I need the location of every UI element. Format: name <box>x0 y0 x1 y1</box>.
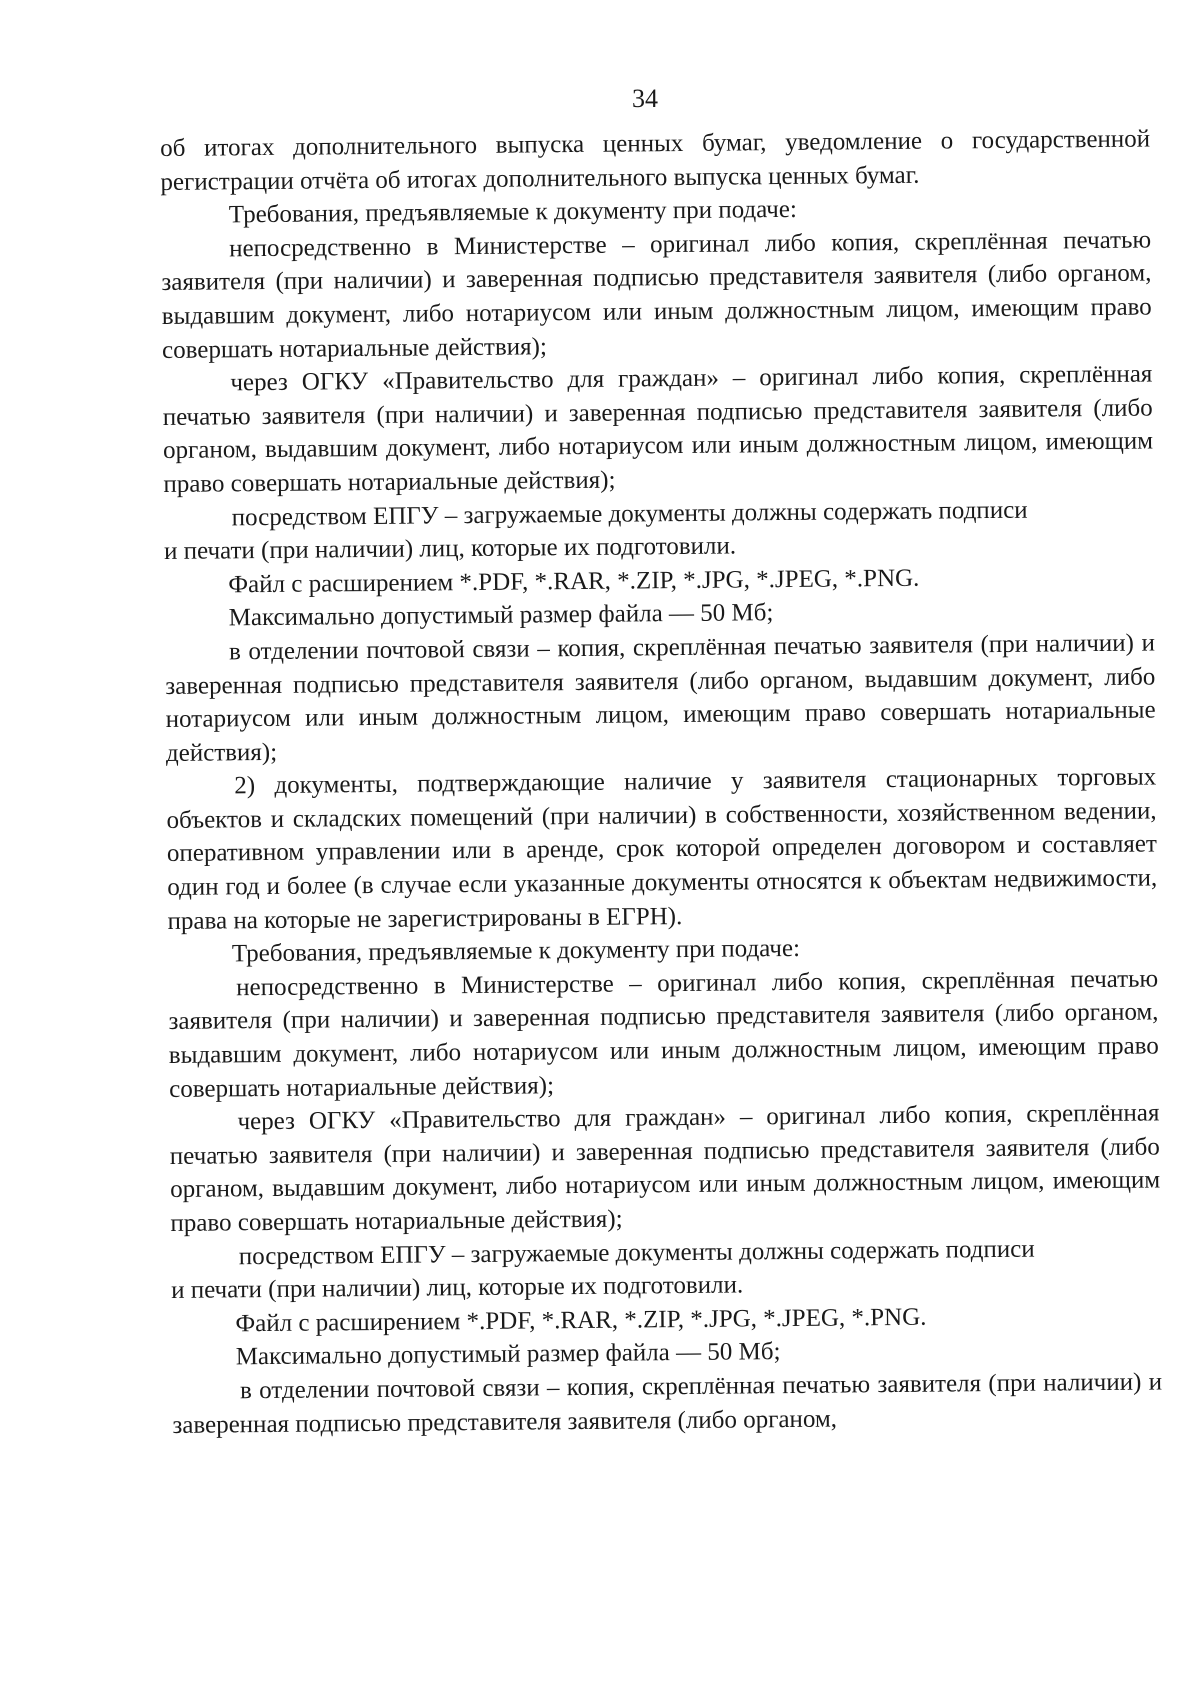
paragraph-ogku-2: через ОГКУ «Правительство для граждан» – оригинал либо копия, скреплённая печатью заявителя (при наличии) и заверенная подписью представителя заявителя (либо органом, выдавшим документ, либо нотариусом или иным должностным лицом, имеющим право совершать нотариальные действия); <box>169 1099 1161 1237</box>
paragraph-ministry: непосредственно в Министерстве – оригинал либо копия, скреплённая печатью заявителя (при наличии) и заверенная подписью представителя заявителя (либо органом, выдавшим документ, либо нотариусом или иным должностным лицом, имеющим право совершать нотариальные действия); <box>161 226 1152 364</box>
paragraph-item-2: 2) документы, подтверждающие наличие у заявителя стационарных торговых объектов и складских помещений (при наличии) в собственности, хозяйственном ведении, оперативном управлении или в аренде, срок которой определен договором и составляет один год и более (в случае если указанные документы относятся к объектам недвижимости, права на которые не зарегистрированы в ЕГРН). <box>166 763 1158 935</box>
paragraph-epgu-2: посредством ЕПГУ – загружаемые документы должны содержать подписи <box>238 1235 1035 1270</box>
paragraph-file-size: Максимально допустимый размер файла — 50 Мб; <box>228 599 774 632</box>
paragraph-ogku: через ОГКУ «Правительство для граждан» – оригинал либо копия, скреплённая печатью заявителя (при наличии) и заверенная подписью представителя заявителя (либо органом, выдавшим документ, либо нотариусом или иным должностным лицом, имеющим право совершать нотариальные действия); <box>162 360 1154 498</box>
page-number: 34 <box>632 84 658 113</box>
paragraph-epgu: посредством ЕПГУ – загружаемые документы должны содержать подписи <box>231 496 1028 531</box>
paragraph-ministry-2: непосредственно в Министерстве – оригинал либо копия, скреплённая печатью заявителя (при наличии) и заверенная подписью представителя заявителя (либо органом, выдавшим документ, либо нотариусом или иным должностным лицом, имеющим право совершать нотариальные действия); <box>168 965 1159 1103</box>
paragraph-file-extensions-2: Файл с расширением *.PDF, *.RAR, *.ZIP, *.JPG, *.JPEG, *.PNG. <box>235 1303 927 1338</box>
paragraph-requirements-heading-2: Требования, предъявляемые к документу при подаче: <box>231 935 801 968</box>
paragraph-post-office-2: в отделении почтовой связи – копия, скреплённая печатью заявителя (при наличии) и заверенная подписью представителя заявителя (либо органом, <box>172 1368 1163 1439</box>
paragraph-epgu-continuation: и печати (при наличии) лиц, которые их подготовили. <box>163 532 737 566</box>
paragraph-file-size-2: Максимально допустимый размер файла — 50 Мб; <box>235 1338 781 1371</box>
paragraph-post-office: в отделении почтовой связи – копия, скреплённая печатью заявителя (при наличии) и заверенная подписью представителя заявителя (либо органом, выдавшим документ, либо нотариусом или иным должностным лицом, имеющим право совершать нотариальные действия); <box>165 629 1156 767</box>
paragraph-file-extensions: Файл с расширением *.PDF, *.RAR, *.ZIP, *.JPG, *.JPEG, *.PNG. <box>228 564 920 599</box>
paragraph-requirements-heading: Требования, предъявляемые к документу при подаче: <box>228 196 797 229</box>
paragraph-epgu-continuation-2: и печати (при наличии) лиц, которые их подготовили. <box>170 1271 744 1305</box>
paragraph-continuation: об итогах дополнительного выпуска ценных бумаг, уведомление о государственной регистрации отчёта об итогах дополнительного выпуска ценных бумаг. <box>160 125 1151 196</box>
document-body <box>160 122 1163 1442</box>
